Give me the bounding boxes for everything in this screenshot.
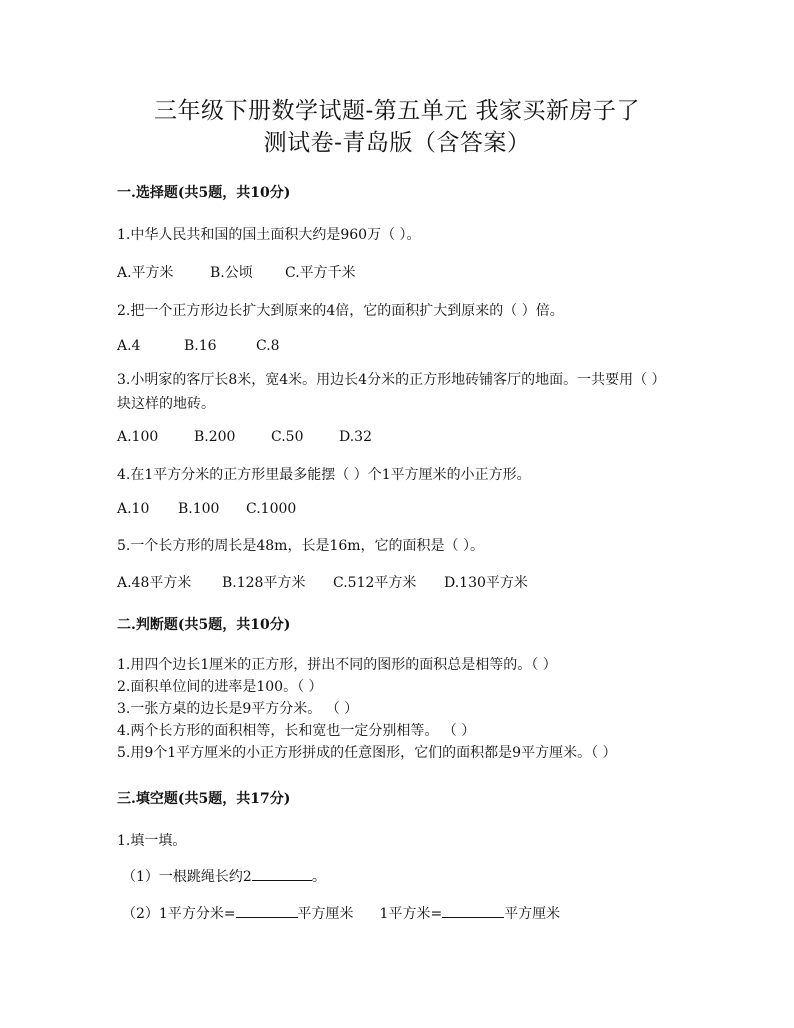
option-c: C.8 <box>256 338 280 354</box>
exam-title-line1: 三年级下册数学试题-第五单元 我家买新房子了 <box>153 98 641 124</box>
option-c: C.512平方米 <box>333 575 417 591</box>
choice-options-5 <box>117 572 528 592</box>
choice-options-1 <box>117 262 356 282</box>
fill-item-2 <box>122 903 560 923</box>
fill-item-1 <box>122 866 326 886</box>
option-b: B.200 <box>194 429 236 445</box>
judge-item-3: 3.一张方桌的边长是9平方分米。 （ ） <box>117 701 359 717</box>
fill-item-2-text-a: （2）1平方分米= <box>122 906 236 922</box>
choice-question-3: 3.小明家的客厅长8米，宽4米。用边长4分米的正方形地砖铺客厅的地面。一共要用（ ）块这样的地砖。 <box>117 372 666 412</box>
fill-item-2-text-c: 1平方米= <box>379 906 443 922</box>
option-b: B.16 <box>184 338 217 354</box>
answer-blank <box>236 903 298 918</box>
judge-item-1: 1.用四个边长1厘米的正方形，拼出不同的图形的面积总是相等的。（ ） <box>117 657 557 673</box>
judge-list <box>117 654 617 764</box>
judge-item-4: 4.两个长方形的面积相等，长和宽也一定分别相等。 （ ） <box>117 723 476 739</box>
judge-item-2: 2.面积单位间的进率是100。（ ） <box>117 679 323 695</box>
option-a: A.4 <box>117 338 141 354</box>
choice-question-5: 5.一个长方形的周长是48m，长是16m，它的面积是（ ）。 <box>117 538 484 554</box>
choice-question-2: 2.把一个正方形边长扩大到原来的4倍，它的面积扩大到原来的（ ）倍。 <box>117 303 564 319</box>
choice-question-4: 4.在1平方分米的正方形里最多能摆（ ）个1平方厘米的小正方形。 <box>117 467 531 483</box>
choice-options-3 <box>117 429 372 445</box>
answer-blank <box>252 866 312 881</box>
fill-item-2-text-d: 平方厘米 <box>504 906 561 922</box>
fill-question-1: 1.填一填。 <box>117 833 187 849</box>
option-b: B.128平方米 <box>222 575 306 591</box>
choice-options-4 <box>117 501 296 517</box>
option-d: D.130平方米 <box>444 575 528 591</box>
option-d: D.32 <box>339 429 372 445</box>
section-heading-choice: 一.选择题(共5题，共10分) <box>117 185 291 201</box>
option-b: B.公顷 <box>210 265 253 281</box>
option-c: C.平方千米 <box>285 265 356 281</box>
option-b: B.100 <box>178 501 220 517</box>
exam-title-line2: 测试卷-青岛版（含答案） <box>263 130 531 156</box>
fill-item-1-end: 。 <box>311 869 326 885</box>
section-heading-judge: 二.判断题(共5题，共10分) <box>117 617 291 633</box>
option-c: C.50 <box>271 429 304 445</box>
choice-question-1: 1.中华人民共和国的国土面积大约是960万（ ）。 <box>117 227 421 243</box>
fill-item-1-text: （1）一根跳绳长约2 <box>122 869 252 885</box>
option-c: C.1000 <box>246 501 297 517</box>
judge-item-5: 5.用9个1平方厘米的小正方形拼成的任意图形，它们的面积都是9平方厘米。（ ） <box>117 745 617 761</box>
option-a: A.48平方米 <box>117 575 192 591</box>
choice-options-2 <box>117 338 280 354</box>
answer-blank <box>442 903 504 918</box>
section-heading-fill: 三.填空题(共5题，共17分) <box>117 791 291 807</box>
option-a: A.平方米 <box>117 265 174 281</box>
option-a: A.100 <box>117 429 159 445</box>
fill-item-2-text-b: 平方厘米 <box>297 906 354 922</box>
option-a: A.10 <box>117 501 150 517</box>
